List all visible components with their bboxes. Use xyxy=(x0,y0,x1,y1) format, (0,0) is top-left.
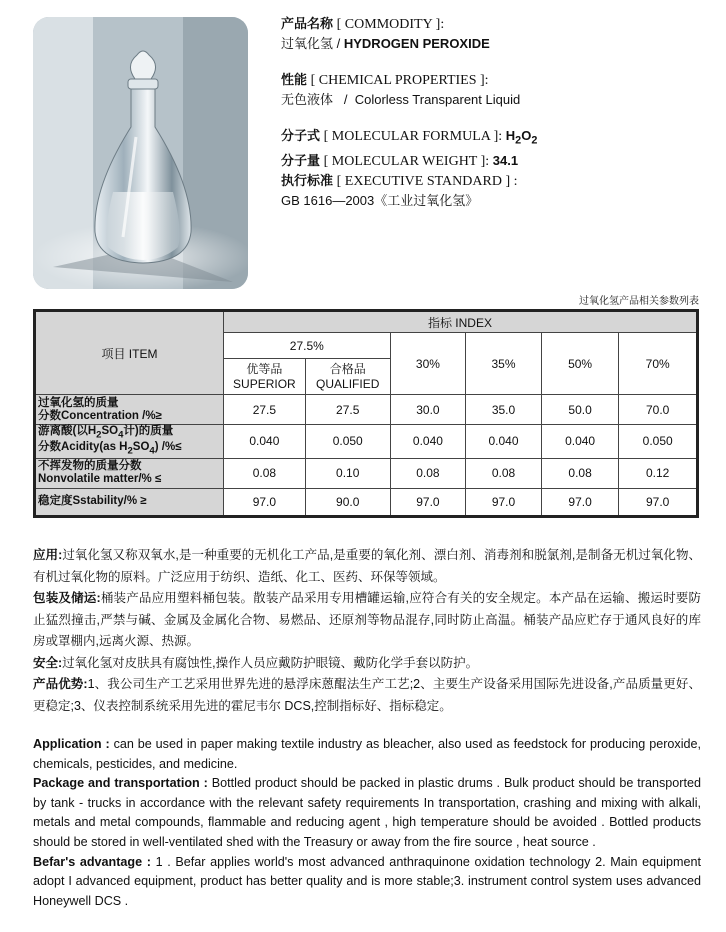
table-cell: 0.08 xyxy=(390,458,466,488)
superior-header: 优等品 SUPERIOR xyxy=(223,359,305,395)
table-row xyxy=(35,395,698,425)
commodity-value-en: HYDROGEN PEROXIDE xyxy=(343,36,490,51)
index-header: 指标 INDEX xyxy=(223,311,697,333)
standard-label-row xyxy=(281,171,537,191)
col-30-header: 30% xyxy=(390,333,466,395)
properties-value-cn: 无色液体 xyxy=(281,92,334,107)
table-cell: 0.08 xyxy=(223,458,305,488)
qualified-header: 合格品 QUALIFIED xyxy=(305,359,390,395)
cn-safety-paragraph: 安全:过氧化氢对皮肤具有腐蚀性,操作人员应戴防护眼镜、戴防化学手套以防护。 xyxy=(33,655,479,670)
item-header: 项目 ITEM xyxy=(35,311,224,395)
properties-value-en: Colorless Transparent Liquid xyxy=(354,92,521,107)
table-cell: 97.0 xyxy=(390,488,466,516)
commodity-value-row xyxy=(281,34,537,53)
en-advantage-paragraph: Befar's advantage : 1 . Befar applies world's most advanced anthraquinone oxidation technology 2. Main equipment adopt I advanced equipment, product has better quality and is more stable;3. instrument control system uses advanced Honeywell DCS . xyxy=(33,854,701,908)
table-cell: 0.08 xyxy=(541,458,619,488)
commodity-label-cn: 产品名称 xyxy=(281,16,334,31)
weight-label-en: [ MOLECULAR WEIGHT ]: xyxy=(323,153,490,169)
table-cell: 0.12 xyxy=(619,458,698,488)
table-cell: 97.0 xyxy=(619,488,698,516)
table-cell: 0.050 xyxy=(619,425,698,459)
spec-table xyxy=(33,309,699,518)
row-label-concentration: 过氧化氢的质量 分数Concentration /%≥ xyxy=(35,395,224,425)
table-cell: 30.0 xyxy=(390,395,466,425)
standard-label-en: [ EXECUTIVE STANDARD ] : xyxy=(336,173,518,189)
commodity-label-row xyxy=(281,14,537,34)
row-label-acidity: 游离酸(以$H_2SO_4$计)的质量 分数Acidity(as $H_2SO_4$) /%≤ xyxy=(35,425,224,459)
en-package-paragraph: Package and transportation : Bottled product should be packed in plastic drums . Bulk product should be transported by tank - trucks in accordance with the relevant safety requirements In transportation, crashing and mixing with alkali, metals and metal compounds, flammable and reducing agent , high temperature should be avoided . Bottled products should be stored in well-ventilated shed with the Treasury or away from the fire source , heat source . xyxy=(33,776,701,849)
table-cell: 50.0 xyxy=(541,395,619,425)
table-cell: 0.08 xyxy=(466,458,542,488)
flask-illustration xyxy=(33,17,248,289)
formula-label-cn: 分子式 xyxy=(281,128,321,143)
en-application-paragraph: Application : can be used in paper making textile industry as bleacher, also used as feedstock for producing peroxide, chemicals, pesticides, and medicine. xyxy=(33,737,701,771)
table-cell: 90.0 xyxy=(305,488,390,516)
properties-label-row xyxy=(281,70,537,90)
weight-row xyxy=(281,151,537,171)
properties-label-en: [ CHEMICAL PROPERTIES ]: xyxy=(310,73,489,88)
table-cell: 0.050 xyxy=(305,425,390,459)
col-70-header: 70% xyxy=(619,333,698,395)
table-cell: 35.0 xyxy=(466,395,542,425)
row-label-stability: 稳定度Sstability/% ≥ xyxy=(35,488,224,516)
standard-value: GB 1616—2003《工业过氧化氢》 xyxy=(281,192,479,208)
commodity-value-cn: 过氧化氢 / xyxy=(281,36,341,51)
table-cell: 27.5 xyxy=(223,395,305,425)
commodity-label-en: [ COMMODITY ]: xyxy=(336,17,445,32)
properties-label-cn: 性能 xyxy=(281,72,308,87)
table-caption: 过氧化氢产品相关参数列表 xyxy=(579,296,699,307)
table-cell: 0.040 xyxy=(466,425,542,459)
table-cell: 97.0 xyxy=(223,488,305,516)
cn-package-paragraph: 包装及储运:桶装产品应用塑料桶包装。散装产品采用专用槽罐运输,应符合有关的安全规定。本产品在运输、搬运时要防止猛烈撞击,严禁与碱、金属及金属化合物、易燃品、还原剂等物品混存,同时防止高温。桶装产品应贮存于通风良好的库房或罩棚内,远离火源、热源。 xyxy=(33,591,701,648)
formula-value: $H_2O_2$ xyxy=(505,128,538,147)
col-50-header: 50% xyxy=(541,333,619,395)
weight-value: 34.1 xyxy=(492,152,519,168)
table-row xyxy=(35,458,698,488)
col-35-header: 35% xyxy=(466,333,542,395)
properties-separator: / xyxy=(343,92,348,107)
table-cell: 97.0 xyxy=(466,488,542,516)
standard-label-cn: 执行标准 xyxy=(281,172,334,188)
table-cell: 97.0 xyxy=(541,488,619,516)
table-cell: 27.5 xyxy=(305,395,390,425)
product-photo-flask xyxy=(33,17,248,289)
cn-advantage-paragraph: 产品优势:1、我公司生产工艺采用世界先进的悬浮床蒽醌法生产工艺;2、主要生产设备采用国际先进设备,产品质量更好、更稳定;3、仪表控制系统采用先进的霍尼韦尔 DCS,控制指标好、指标稳定。 xyxy=(33,677,701,713)
formula-label-en: [ MOLECULAR FORMULA ]: xyxy=(323,129,503,144)
weight-label-cn: 分子量 xyxy=(281,152,321,168)
table-cell: 0.040 xyxy=(541,425,619,459)
english-description xyxy=(33,735,701,911)
table-cell: 0.10 xyxy=(305,458,390,488)
table-row xyxy=(35,425,698,459)
table-cell: 0.040 xyxy=(223,425,305,459)
cn-application-paragraph: 应用:过氧化氢又称双氧水,是一种重要的无机化工产品,是重要的氧化剂、漂白剂、消毒剂和脱氯剂,是制备无机过氧化物、有机过氧化物的原料。广泛应用于纺织、造纸、化工、医药、环保等领域。 xyxy=(33,548,702,584)
chinese-description xyxy=(33,545,701,717)
table-cell: 0.040 xyxy=(390,425,466,459)
formula-row xyxy=(281,126,537,151)
table-cell: 70.0 xyxy=(619,395,698,425)
row-label-nonvolatile: 不挥发物的质量分数 Nonvolatile matter/% ≤ xyxy=(35,458,224,488)
table-row xyxy=(35,488,698,516)
properties-value-row xyxy=(281,90,537,109)
product-properties xyxy=(281,14,537,210)
group-27-header: 27.5% xyxy=(223,333,390,359)
